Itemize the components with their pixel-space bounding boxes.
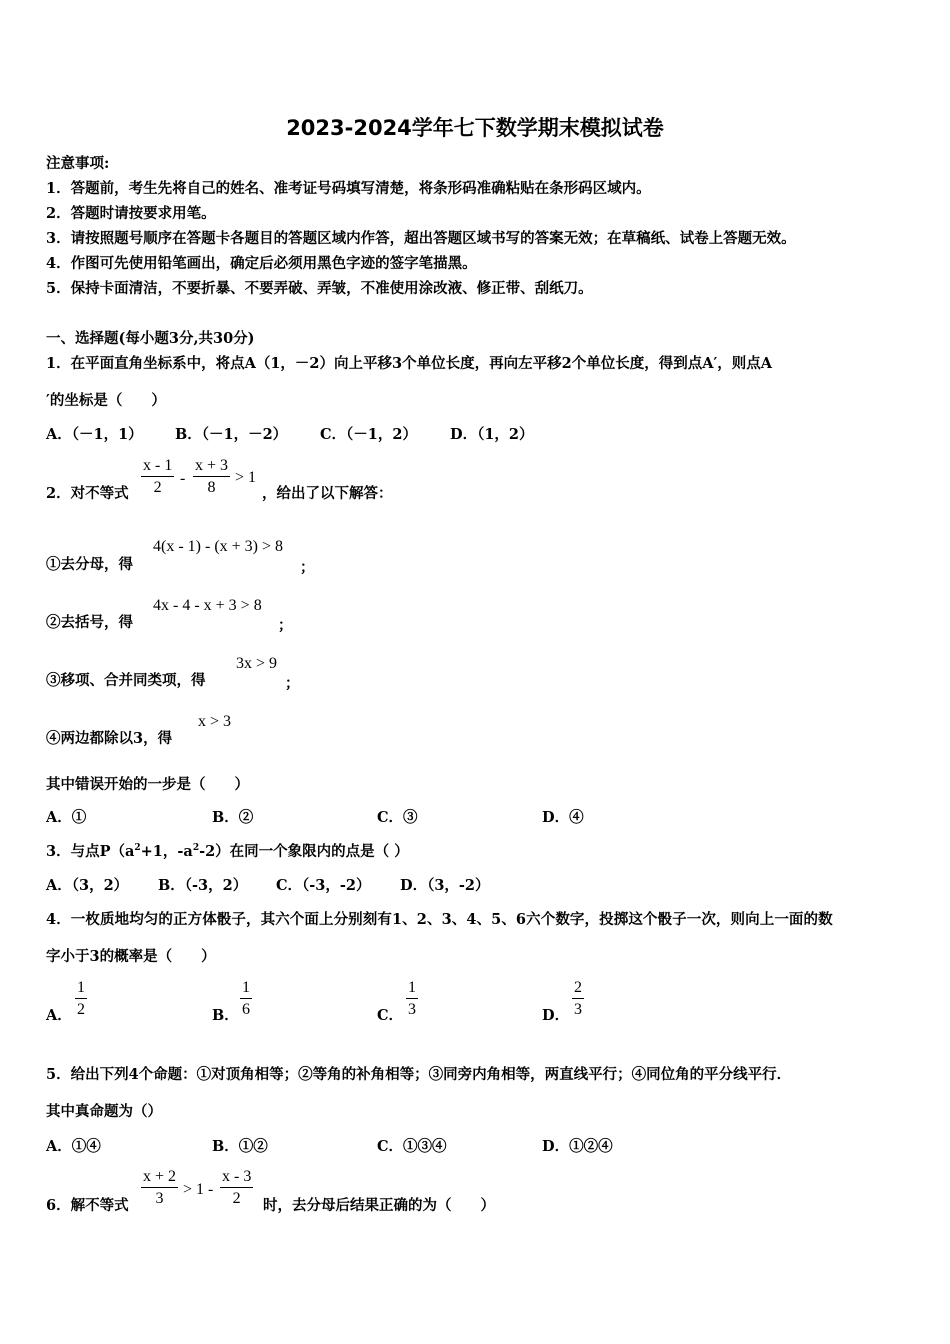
q2-step1-label: ①去分母，得 [46,556,133,573]
q1-text-cont: ′的坐标是（ ） [46,392,166,409]
q4-option-a[interactable]: A． [46,1007,72,1024]
q1-option-b[interactable]: B．（－1，－2） [175,426,288,443]
q6-fraction-1-num: x + 2 [141,1167,178,1188]
q4-option-a-num: 1 [75,978,87,999]
q3-text-b: +1，-a [140,843,193,860]
q2-fraction-1 [141,456,174,499]
q4-text: 4．一枚质地均匀的正方体骰子，其六个面上分别刻有1、2、3、4、5、6六个数字，投掷这个骰子一次，则向上一面的数 [46,911,833,928]
q2-fraction-2-den: 8 [207,479,216,496]
q2-option-a[interactable]: A．① [46,809,87,826]
q4-option-a-den: 2 [77,1001,85,1018]
q5-option-c[interactable]: C．①③④ [377,1138,447,1155]
q3-option-b[interactable]: B．（-3，2） [158,877,248,894]
q3-text-c: -2）在同一个象限内的点是（ ） [199,843,409,860]
q2-option-c[interactable]: C．③ [377,809,418,826]
q3-option-c[interactable]: C．（-3，-2） [276,877,371,894]
q2-fraction-1-den: 2 [153,479,162,496]
q2-minus: - [180,470,186,487]
note-item: 3．请按照题号顺序在答题卡各题目的答题区域内作答，超出答题区域书写的答案无效；在草稿纸、试卷上答题无效。 [46,230,796,247]
q2-option-d[interactable]: D．④ [542,809,584,826]
q2-step2-label: ②去括号，得 [46,614,133,631]
q2-prefix: 2．对不等式 [46,485,129,502]
q2-step3-expr: 3x > 9 [236,655,278,672]
q6-fraction-2 [220,1167,253,1210]
q3-text-a: 3．与点P（a [46,843,135,860]
q2-fraction-1-num: x - 1 [141,456,174,477]
q2-step1-expr: 4(x - 1) - (x + 3) > 8 [153,538,284,555]
note-item: 5．保持卡面清洁，不要折暴、不要弄破、弄皱，不准使用涂改液、修正带、刮纸刀。 [46,280,593,297]
q5-option-d[interactable]: D．①②④ [542,1138,613,1155]
q3-sup-1: 2 [134,843,141,853]
q3-option-a[interactable]: A．（3，2） [46,877,129,894]
q2-step3-semicolon: ； [285,675,300,692]
q2-step4-label: ④两边都除以3，得 [46,730,173,747]
q3-option-d[interactable]: D．（3，-2） [400,877,490,894]
q6-fraction-2-den: 2 [232,1190,241,1207]
q2-step1-semicolon: ； [300,559,315,576]
q6-prefix: 6．解不等式 [46,1197,129,1214]
q4-option-a-fraction [75,978,87,1021]
q4-option-d[interactable]: D． [542,1007,570,1024]
q4-option-c-fraction [406,978,418,1021]
q2-fraction-2-num: x + 3 [193,456,230,477]
note-item: 1．答题前，考生先将自己的姓名、准考证号码填写清楚，将条形码准确粘贴在条形码区域内。 [46,180,651,197]
q3-sup-2: 2 [192,843,200,853]
q6-suffix: 时，去分母后结果正确的为（ ） [263,1197,495,1214]
q4-option-c-num: 1 [406,978,418,999]
page-title: 2023-2024学年七下数学期末模拟试卷 [286,116,664,140]
q1-option-c[interactable]: C．（－1，2） [320,426,417,443]
note-item: 2．答题时请按要求用笔。 [46,205,216,222]
q5-text-cont: 其中真命题为（） [46,1103,162,1120]
q2-step4-expr: x > 3 [198,713,232,730]
q4-option-d-num: 2 [572,978,584,999]
note-item: 4．作图可先使用铅笔画出，确定后必须用黑色字迹的签字笔描黑。 [46,255,477,272]
q2-rhs: > 1 [235,469,257,486]
q5-option-b[interactable]: B．①② [212,1138,268,1155]
q4-option-d-den: 3 [574,1001,582,1018]
q6-middle: > 1 - [183,1181,214,1198]
q1-option-a[interactable]: A．（－1，1） [46,426,143,443]
q4-text-cont: 字小于3的概率是（ ） [46,948,216,965]
q2-step2-semicolon: ； [278,617,293,634]
q4-option-b-den: 6 [242,1001,250,1018]
q2-option-b[interactable]: B．② [212,809,254,826]
q5-text: 5．给出下列4个命题：①对顶角相等；②等角的补角相等；③同旁内角相等，两直线平行；④同位角的平分线平行． [46,1066,792,1083]
q4-option-c-den: 3 [408,1001,416,1018]
q6-fraction-2-num: x - 3 [220,1167,253,1188]
q2-step2-expr: 4x - 4 - x + 3 > 8 [153,597,262,614]
q6-fraction-1-den: 3 [155,1190,164,1207]
q4-option-c[interactable]: C． [377,1007,404,1024]
q6-fraction-1 [141,1167,178,1210]
section-heading: 一、选择题(每小题3分,共30分) [46,330,255,347]
notes-heading: 注意事项: [46,155,110,172]
q4-option-b[interactable]: B． [212,1007,239,1024]
q4-option-d-fraction [572,978,584,1021]
q1-text: 1．在平面直角坐标系中，将点A（1，－2）向上平移3个单位长度，再向左平移2个单位长度，得到点A′，则点A [46,355,773,372]
q2-suffix: ，给出了以下解答： [262,485,393,502]
q2-step3-label: ③移项、合并同类项，得 [46,672,206,689]
q3-text [46,840,409,861]
q5-option-a[interactable]: A．①④ [46,1138,101,1155]
q1-option-d[interactable]: D．（1，2） [450,426,534,443]
q4-option-b-fraction [240,978,252,1021]
q2-fraction-2 [193,456,230,499]
q4-option-b-num: 1 [240,978,252,999]
q2-question: 其中错误开始的一步是（ ） [46,776,249,793]
